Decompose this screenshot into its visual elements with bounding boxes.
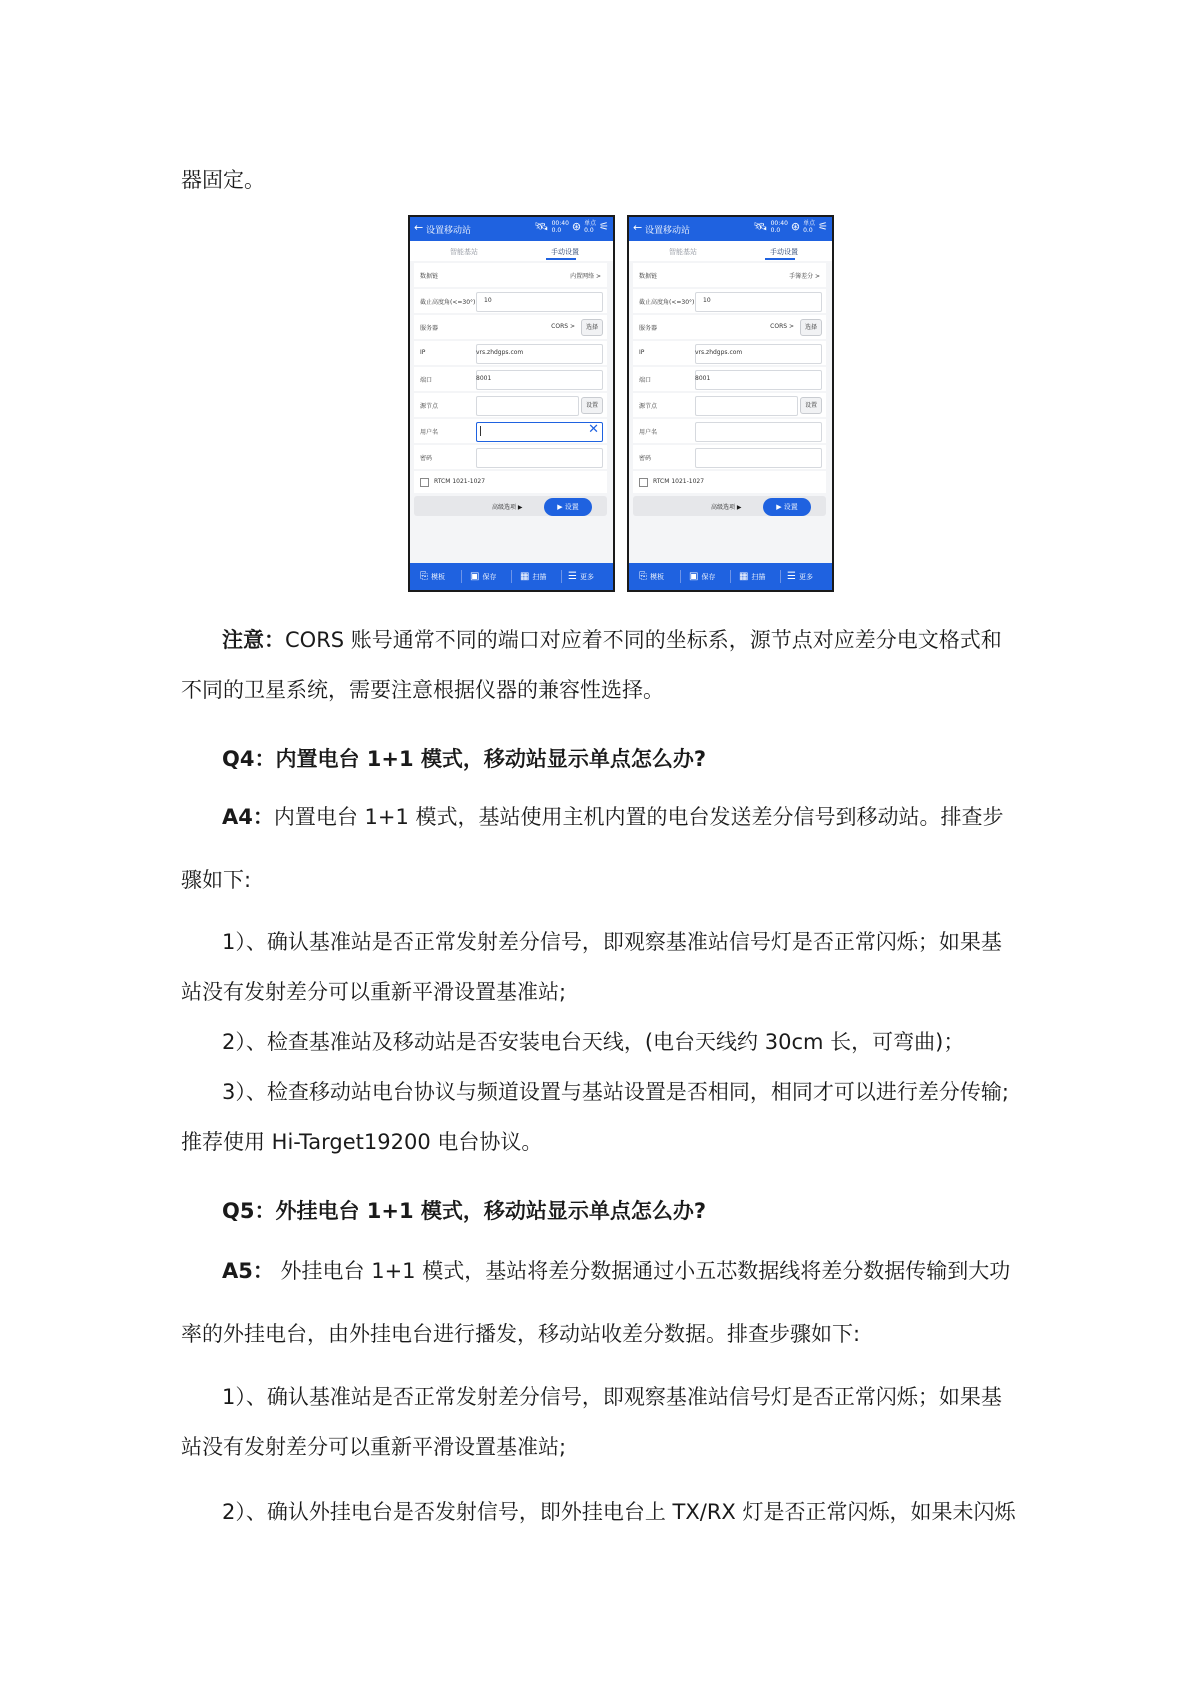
- a4-step-1: 1）、确认基准站是否正常发射差分信号，即观察基准站信号灯是否正常闪烁；如果基: [222, 930, 1002, 954]
- save-button[interactable]: ▣ 保存: [689, 571, 716, 582]
- port-input[interactable]: [695, 370, 822, 390]
- question-q4: Q4：内置电台 1+1 模式，移动站显示单点怎么办?: [222, 747, 707, 771]
- datalink-value[interactable]: 手簿差分 >: [789, 273, 820, 280]
- ip-label: IP: [639, 349, 645, 356]
- datalink-value[interactable]: 内置网络 >: [570, 273, 601, 280]
- server-label: 服务器: [420, 325, 439, 332]
- server-value[interactable]: CORS >: [770, 323, 794, 330]
- row-datalink[interactable]: [414, 263, 607, 287]
- username-input[interactable]: [476, 422, 603, 442]
- username-label: 用户名: [420, 429, 439, 436]
- server-label: 服务器: [639, 325, 658, 332]
- phone-title: 设置移动站: [426, 226, 472, 236]
- ip-value: vrs.zhdgps.com: [695, 349, 743, 356]
- scan-button[interactable]: ▦ 扫描: [520, 571, 547, 582]
- phone-header: [629, 217, 832, 241]
- row-cutoff: [633, 289, 826, 313]
- row-server: [633, 315, 826, 339]
- qr-code-icon: ▦: [520, 571, 530, 582]
- a5-step-1: 1）、确认基准站是否正常发射差分信号，即观察基准站信号灯是否正常闪烁；如果基: [222, 1385, 1002, 1409]
- satellite-icon: 🛰: [534, 220, 549, 233]
- template-icon: ⎘: [639, 571, 647, 582]
- tab-bar: [629, 241, 832, 261]
- antenna-icon: ⚟: [599, 220, 609, 233]
- sat-count: 00:40 0.0: [770, 220, 788, 234]
- save-button[interactable]: ▣ 保存: [470, 571, 497, 582]
- a4-step-3: 3）、检查移动站电台协议与频道设置与基站设置是否相同，相同才可以进行差分传输;: [222, 1080, 1009, 1104]
- server-value[interactable]: CORS >: [551, 323, 575, 330]
- datalink-label: 数据链: [420, 273, 439, 280]
- rtcm-label: RTCM 1021-1027: [653, 478, 705, 485]
- row-username: [414, 419, 607, 443]
- toolbar-divider: [561, 570, 562, 583]
- mountpoint-label: 源节点: [420, 403, 439, 410]
- mountpoint-set-button[interactable]: 设置: [581, 397, 603, 414]
- more-button[interactable]: ☰ 更多: [568, 571, 594, 582]
- mountpoint-label: 源节点: [639, 403, 658, 410]
- a5-step-1-cont: 站没有发射差分可以重新平滑设置基准站;: [181, 1435, 567, 1459]
- row-datalink[interactable]: [633, 263, 826, 287]
- target-icon: ⊛: [571, 220, 582, 233]
- rtcm-label: RTCM 1021-1027: [434, 478, 486, 485]
- question-q5: Q5：外挂电台 1+1 模式，移动站显示单点怎么办?: [222, 1199, 707, 1223]
- phone-screenshot-right: [627, 215, 834, 592]
- mountpoint-set-button[interactable]: 设置: [800, 397, 822, 414]
- row-port: [633, 367, 826, 391]
- cutoff-value: 10: [484, 297, 492, 304]
- scan-button[interactable]: ▦ 扫描: [739, 571, 766, 582]
- text-cursor: [480, 426, 481, 436]
- template-button[interactable]: ⎘ 模板: [639, 571, 664, 582]
- apply-button[interactable]: ▶ 设置: [544, 498, 592, 516]
- arrow-left-icon[interactable]: ←: [633, 221, 643, 234]
- phone-screenshot-left: [408, 215, 615, 592]
- answer-a4-cont: 骤如下:: [181, 868, 252, 892]
- apply-button[interactable]: ▶ 设置: [763, 498, 811, 516]
- note-paragraph-cont: 不同的卫星系统，需要注意根据仪器的兼容性选择。: [181, 678, 664, 702]
- row-rtcm[interactable]: [633, 471, 826, 493]
- tab-smart-base[interactable]: 智能基站: [450, 248, 478, 256]
- password-label: 密码: [420, 455, 433, 462]
- password-input[interactable]: [476, 448, 603, 468]
- a4-step-3-cont: 推荐使用 Hi-Target19200 电台协议。: [181, 1130, 543, 1154]
- password-label: 密码: [639, 455, 652, 462]
- tab-underline: [546, 258, 576, 260]
- status-indicators: [535, 220, 609, 234]
- phone-header: [410, 217, 613, 241]
- rtcm-checkbox[interactable]: [639, 478, 648, 487]
- answer-a4: A4：内置电台 1+1 模式，基站使用主机内置的电台发送差分信号到移动站。排查步: [222, 805, 1004, 829]
- username-input[interactable]: [695, 422, 822, 442]
- port-input[interactable]: [476, 370, 603, 390]
- menu-icon: ☰: [787, 571, 796, 582]
- more-button[interactable]: ☰ 更多: [787, 571, 813, 582]
- solution-status: 单点 0.0: [803, 220, 816, 234]
- password-input[interactable]: [695, 448, 822, 468]
- bottom-toolbar: [629, 563, 832, 590]
- qr-code-icon: ▦: [739, 571, 749, 582]
- cutoff-input[interactable]: [695, 292, 822, 312]
- port-value: 8001: [476, 375, 492, 382]
- mountpoint-input[interactable]: [476, 396, 579, 416]
- sat-count: 00:40 0.0: [551, 220, 569, 234]
- menu-icon: ☰: [568, 571, 577, 582]
- a5-step-2: 2）、确认外挂电台是否发射信号，即外挂电台上 TX/RX 灯是否正常闪烁，如果未闪烁: [222, 1500, 1016, 1524]
- row-ip: [633, 341, 826, 365]
- port-label: 端口: [639, 377, 652, 384]
- a4-step-2: 2）、检查基准站及移动站是否安装电台天线，(电台天线约 30cm 长，可弯曲)；: [222, 1030, 965, 1054]
- tab-underline: [765, 258, 795, 260]
- bottom-toolbar: [410, 563, 613, 590]
- answer-a5: A5： 外挂电台 1+1 模式，基站将差分数据通过小五芯数据线将差分数据传输到大功: [222, 1259, 1011, 1283]
- mountpoint-input[interactable]: [695, 396, 798, 416]
- cutoff-label: 截止高度角(<=30°): [639, 299, 695, 306]
- tab-smart-base[interactable]: 智能基站: [669, 248, 697, 256]
- target-icon: ⊛: [790, 220, 801, 233]
- tab-manual[interactable]: 手动设置: [770, 248, 798, 256]
- select-button[interactable]: 选择: [800, 319, 822, 336]
- row-mountpoint: [633, 393, 826, 417]
- row-password: [414, 445, 607, 469]
- row-cutoff: [414, 289, 607, 313]
- arrow-left-icon[interactable]: ←: [414, 221, 424, 234]
- row-port: [414, 367, 607, 391]
- username-label: 用户名: [639, 429, 658, 436]
- advanced-label: 高级选项 ▶: [492, 504, 523, 511]
- status-indicators: [754, 220, 828, 234]
- note-paragraph: 注意：CORS 账号通常不同的端口对应着不同的坐标系，源节点对应差分电文格式和: [222, 628, 1002, 652]
- template-button[interactable]: ⎘ 模板: [420, 571, 445, 582]
- phone-title: 设置移动站: [645, 226, 691, 236]
- clear-icon[interactable]: ✕: [588, 422, 599, 437]
- cutoff-label: 截止高度角(<=30°): [420, 299, 476, 306]
- intro-line: 器固定。: [181, 168, 265, 192]
- toolbar-divider: [780, 570, 781, 583]
- row-server: [414, 315, 607, 339]
- rtcm-checkbox[interactable]: [420, 478, 429, 487]
- save-icon: ▣: [689, 571, 699, 582]
- row-rtcm[interactable]: [414, 471, 607, 493]
- toolbar-divider: [511, 570, 512, 583]
- tab-bar: [410, 241, 613, 261]
- row-ip: [414, 341, 607, 365]
- cutoff-input[interactable]: [476, 292, 603, 312]
- advanced-label: 高级选项 ▶: [711, 504, 742, 511]
- ip-value: vrs.zhdgps.com: [476, 349, 524, 356]
- datalink-label: 数据链: [639, 273, 658, 280]
- port-label: 端口: [420, 377, 433, 384]
- row-mountpoint: [414, 393, 607, 417]
- answer-a5-cont: 率的外挂电台，由外挂电台进行播发，移动站收差分数据。排查步骤如下:: [181, 1322, 861, 1346]
- row-password: [633, 445, 826, 469]
- antenna-icon: ⚟: [818, 220, 828, 233]
- satellite-icon: 🛰: [753, 220, 768, 233]
- ip-label: IP: [420, 349, 426, 356]
- select-button[interactable]: 选择: [581, 319, 603, 336]
- toolbar-divider: [461, 570, 462, 583]
- toolbar-divider: [680, 570, 681, 583]
- tab-manual[interactable]: 手动设置: [551, 248, 579, 256]
- port-value: 8001: [695, 375, 711, 382]
- toolbar-divider: [730, 570, 731, 583]
- row-username: [633, 419, 826, 443]
- template-icon: ⎘: [420, 571, 428, 582]
- solution-status: 单点 0.0: [584, 220, 597, 234]
- save-icon: ▣: [470, 571, 480, 582]
- a4-step-1-cont: 站没有发射差分可以重新平滑设置基准站;: [181, 980, 567, 1004]
- cutoff-value: 10: [703, 297, 711, 304]
